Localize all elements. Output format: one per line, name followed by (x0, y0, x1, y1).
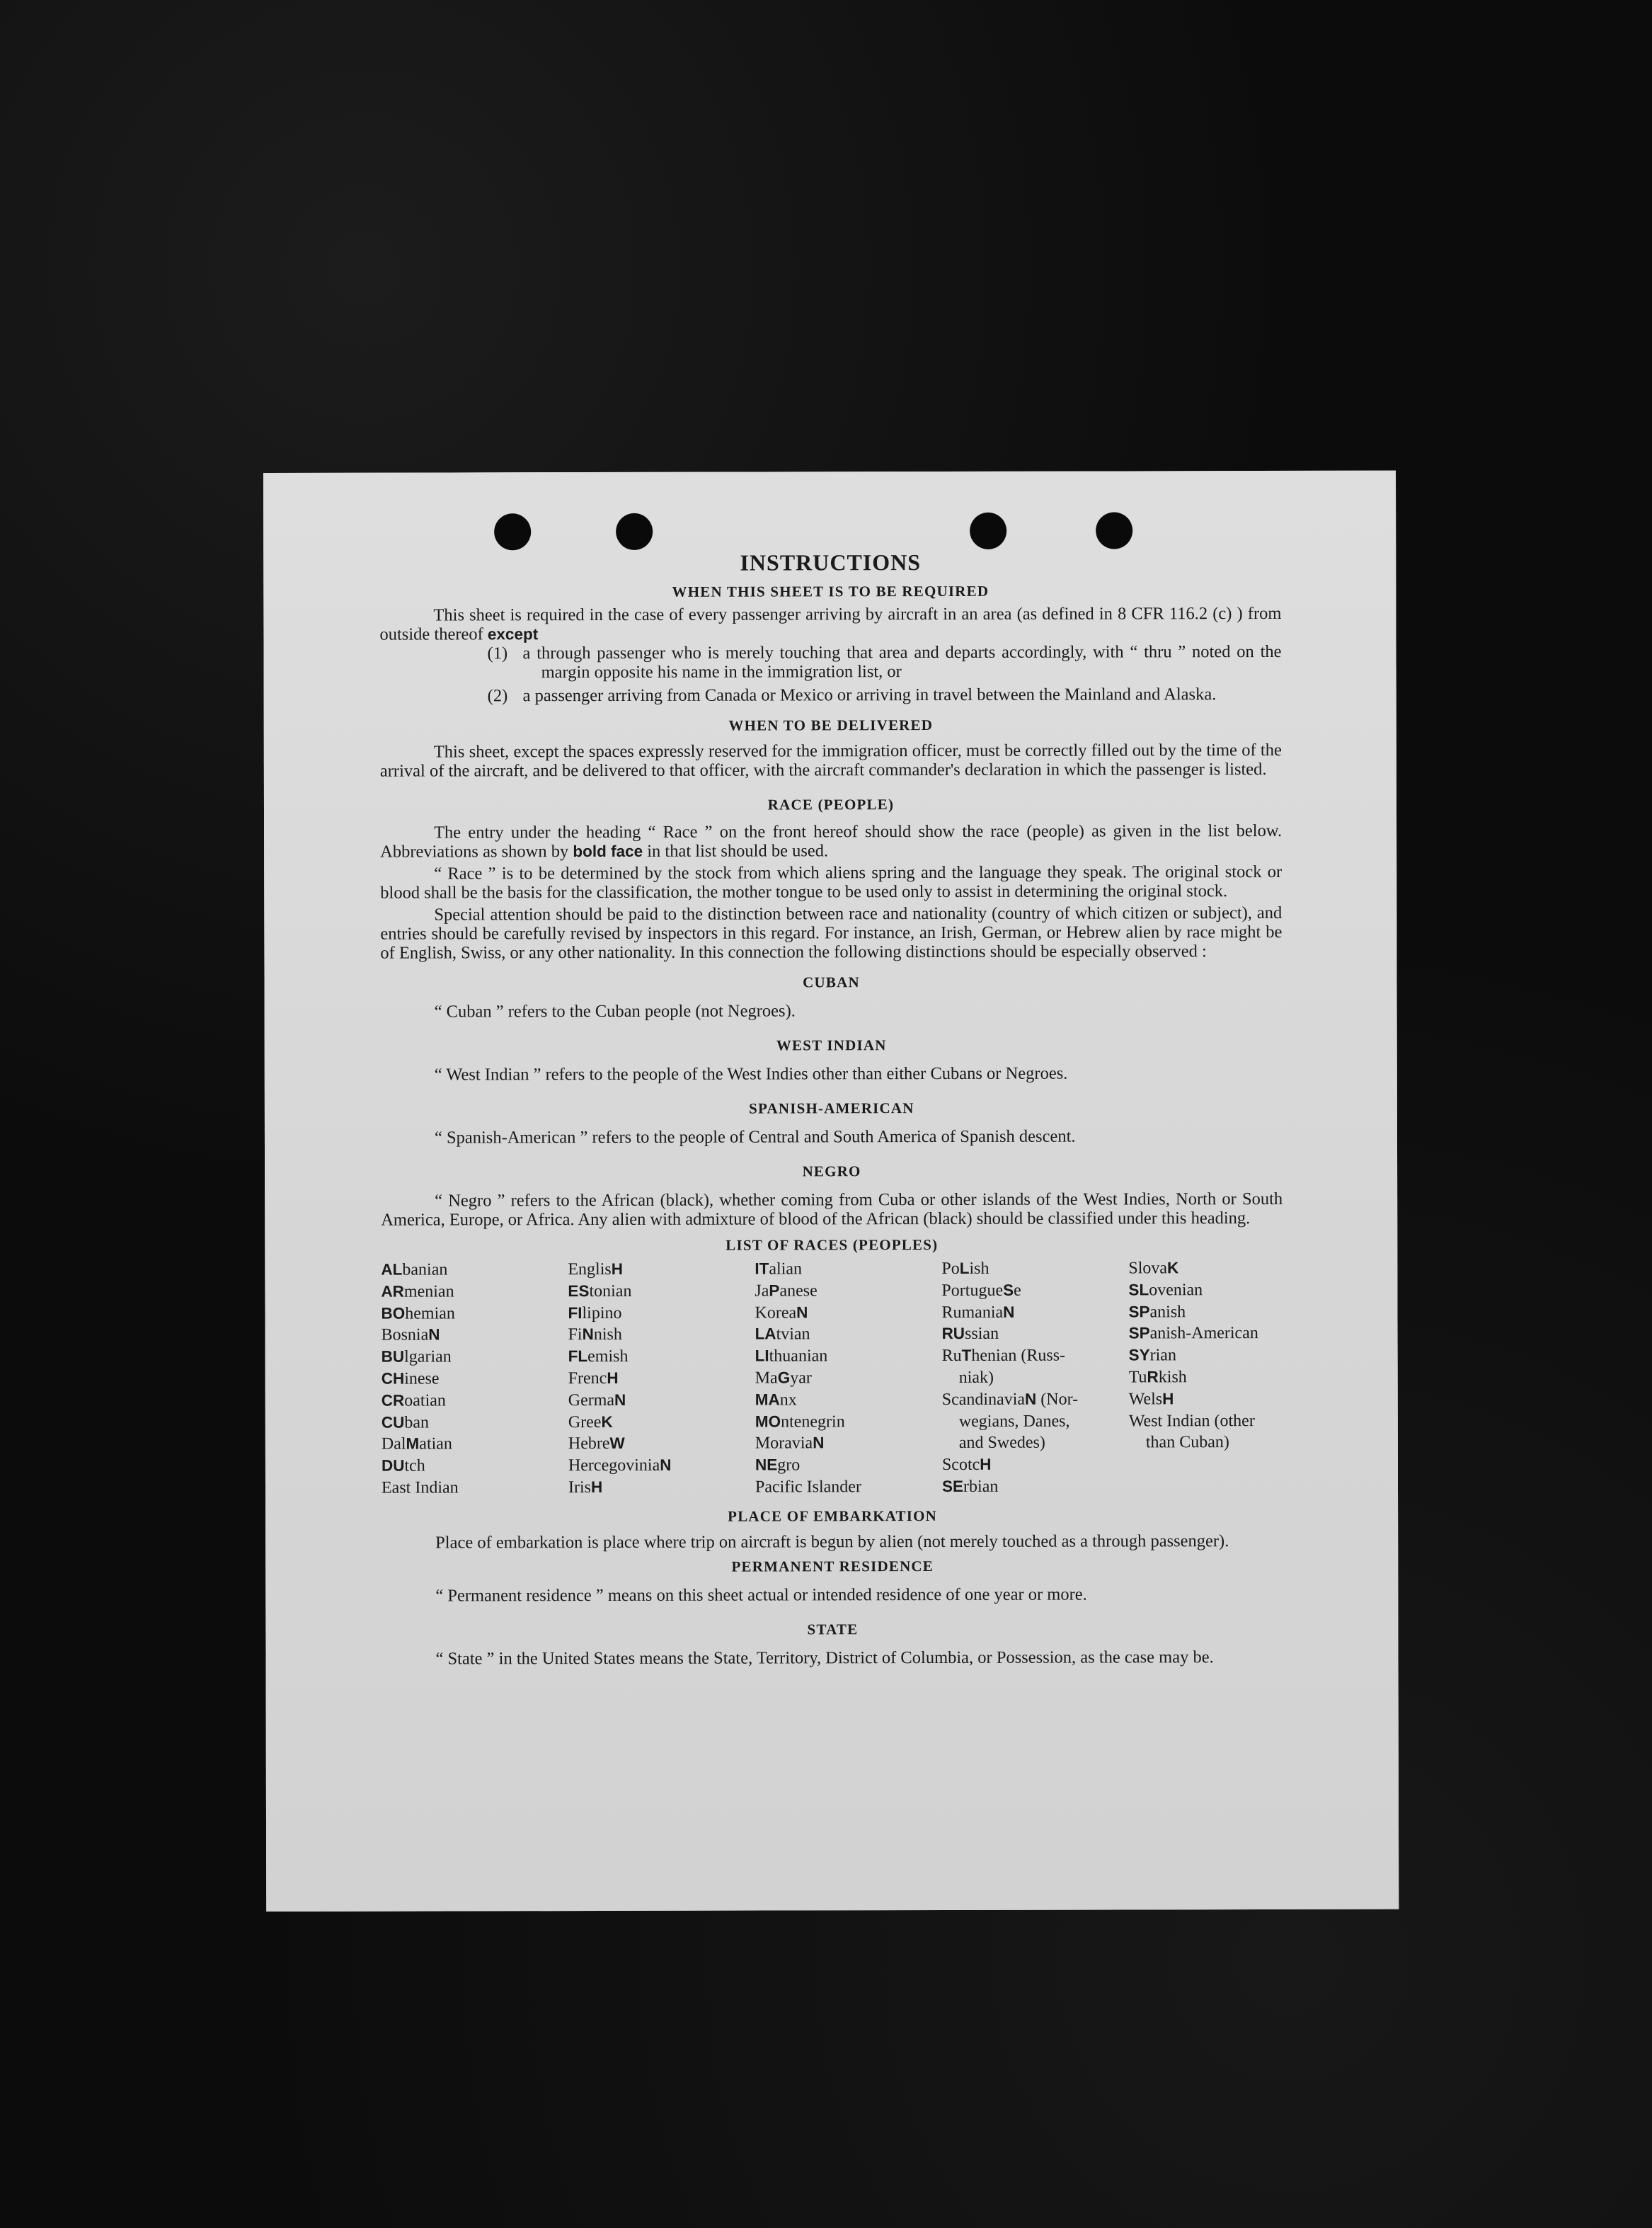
race-entry: CUban (381, 1413, 429, 1432)
section-heading-cuban: CUBAN (803, 973, 860, 991)
race-entry: West Indian (other (1128, 1411, 1255, 1431)
section-heading-when-delivered: WHEN TO BE DELIVERED (728, 716, 934, 734)
race-entry: DUtch (381, 1456, 425, 1475)
section-heading-permanent-residence: PERMANENT RESIDENCE (731, 1557, 934, 1575)
when-required-intro: This sheet is required in the case of every passenger arriving by aircraft in an area (as defined in 8 CFR 116.2 (c) ) from outside thereof except (379, 603, 1282, 644)
punch-hole (494, 513, 531, 550)
section-heading-race: RACE (PEOPLE) (767, 796, 895, 813)
section-heading-state: STATE (807, 1621, 859, 1638)
cuban-text: “ Cuban ” refers to the Cuban people (not Negroes). (434, 1001, 796, 1022)
race-column (941, 1257, 1129, 1497)
race-entry: SPanish (1128, 1302, 1186, 1321)
sheet-content (379, 549, 1283, 1668)
race-entry: RuThenian (Russ- (941, 1346, 1066, 1366)
permanent-residence-text: “ Permanent residence ” means on this sheet actual or intended residence of one year or more. (435, 1584, 1087, 1606)
race-entry: CRoatian (381, 1391, 446, 1410)
race-entry: DalMatian (381, 1434, 452, 1454)
section-heading-spanish-american: SPANISH-AMERICAN (749, 1099, 914, 1117)
race-entry: IrisH (568, 1478, 603, 1497)
section-heading-race-list: LIST OF RACES (PEOPLES) (725, 1236, 939, 1254)
race-column (568, 1259, 755, 1499)
race-entry: MAnx (755, 1390, 797, 1410)
section-heading-west-indian: WEST INDIAN (776, 1036, 887, 1054)
punch-hole (970, 513, 1006, 549)
race-entry: PortugueSe (941, 1281, 1021, 1300)
race-entry: niak) (958, 1368, 994, 1387)
instruction-sheet (263, 471, 1399, 1912)
race-entry: EnglisH (568, 1259, 623, 1279)
race-column (1128, 1257, 1283, 1497)
exception-item-1: (1) a through passenger who is merely touching that area and departs accordingly, with “ thru ” noted on the margin opposite his name in the immigration list, or (487, 641, 1282, 682)
race-entry: BUlgarian (381, 1347, 452, 1366)
section-heading-negro: NEGRO (802, 1162, 861, 1180)
exception-item-2: (2) a passenger arriving from Canada or Mexico or arriving in travel between the Mainland and Alaska. (487, 685, 1217, 706)
state-text: “ State ” in the United States means the State, Territory, District of Columbia, or Possession, as the case may be. (435, 1647, 1214, 1669)
race-entry: MoraviaN (755, 1434, 825, 1453)
race-list (381, 1257, 1283, 1499)
page-title: INSTRUCTIONS (740, 549, 922, 576)
race-entry: JaPanese (755, 1281, 818, 1301)
race-entry: SLovenian (1128, 1281, 1203, 1300)
race-entry: FIlipino (568, 1303, 622, 1322)
section-heading-embarkation: PLACE OF EMBARKATION (728, 1507, 938, 1525)
race-entry: RUssian (941, 1325, 999, 1344)
race-entry: BOhemian (381, 1304, 455, 1323)
race-entry: ALbanian (381, 1260, 448, 1279)
race-paragraph-2: “ Race ” is to be determined by the stock from which aliens spring and the language they speak. The original stock or blood shall be the basis for the classification, the mother tongue to be used only to assist in determining the original stock. (380, 862, 1283, 903)
race-entry: than Cuban) (1145, 1433, 1229, 1452)
race-entry: LAtvian (755, 1325, 810, 1344)
race-entry: SErbian (941, 1477, 999, 1496)
race-entry: SlovaK (1128, 1259, 1179, 1278)
race-entry: KoreaN (755, 1303, 808, 1322)
race-paragraph-3: Special attention should be paid to the distinction between race and nationality (country of which citizen or subject), and entries should be carefully revised by inspectors in this regard. For instance, an Irish, German, or Hebrew alien by race might be of English, Swiss, or any other nationality. In this connection the following distinctions should be especially observed : (380, 903, 1283, 963)
race-entry: FiNnish (568, 1325, 622, 1344)
race-entry: ScotcH (941, 1456, 992, 1475)
race-entry: HebreW (568, 1434, 625, 1453)
punch-hole (1096, 512, 1132, 549)
embarkation-text: Place of embarkation is place where trip on aircraft is begun by alien (not merely touched as a through passenger). (435, 1531, 1229, 1553)
when-delivered-text: This sheet, except the spaces expressly reserved for the immigration officer, must be correctly filled out by the time of the arrival of the aircraft, and be delivered to that officer, with the aircraft commander's declaration in which the passenger is listed. (379, 740, 1282, 781)
section-heading-when-required: WHEN THIS SHEET IS TO BE REQUIRED (672, 582, 990, 600)
race-entry: ARmenian (381, 1282, 454, 1301)
race-entry: ScandinaviaN (Nor- (941, 1390, 1079, 1409)
west-indian-text: “ West Indian ” refers to the people of the West Indies other than either Cubans or Negroes. (434, 1063, 1068, 1085)
race-entry: MaGyar (755, 1369, 812, 1388)
race-entry: SPanish-American (1128, 1324, 1258, 1343)
race-entry: PoLish (941, 1259, 990, 1278)
race-column (381, 1259, 568, 1499)
race-entry: ITalian (755, 1259, 803, 1279)
race-entry: Pacific Islander (755, 1478, 861, 1497)
race-entry: GreeK (568, 1412, 613, 1432)
race-entry: NEgro (755, 1456, 801, 1475)
race-entry: RumaniaN (941, 1303, 1015, 1322)
race-entry: LIthuanian (755, 1347, 828, 1366)
spanish-american-text: “ Spanish-American ” refers to the people of Central and South America of Spanish descent. (434, 1126, 1076, 1148)
race-entry: EStonian (568, 1281, 632, 1301)
race-entry: SYrian (1128, 1346, 1176, 1365)
race-column (755, 1258, 942, 1498)
race-entry: FrencH (568, 1369, 619, 1388)
race-paragraph-1: The entry under the heading “ Race ” on the front hereof should show the race (people) as given in the list below. Abbreviations as shown by bold face in that list should be used. (380, 821, 1283, 862)
race-entry: wegians, Danes, (958, 1412, 1070, 1431)
race-entry: CHinese (381, 1369, 440, 1388)
race-entry: HercegoviniaN (568, 1456, 672, 1475)
punch-hole (616, 513, 653, 550)
race-entry: MOntenegrin (755, 1412, 845, 1432)
race-entry: and Swedes) (958, 1434, 1045, 1453)
race-entry: WelsH (1128, 1390, 1174, 1409)
race-entry: TuRkish (1128, 1368, 1187, 1387)
race-entry: GermaN (568, 1390, 626, 1410)
negro-text: “ Negro ” refers to the African (black), whether coming from Cuba or other islands of the West Indies, North or South America, Europe, or Africa. Any alien with admixture of blood of the African (black) should be classified under this heading. (381, 1189, 1283, 1230)
race-entry: FLemish (568, 1347, 629, 1366)
race-entry: East Indian (381, 1478, 459, 1497)
race-entry: BosniaN (381, 1325, 440, 1345)
